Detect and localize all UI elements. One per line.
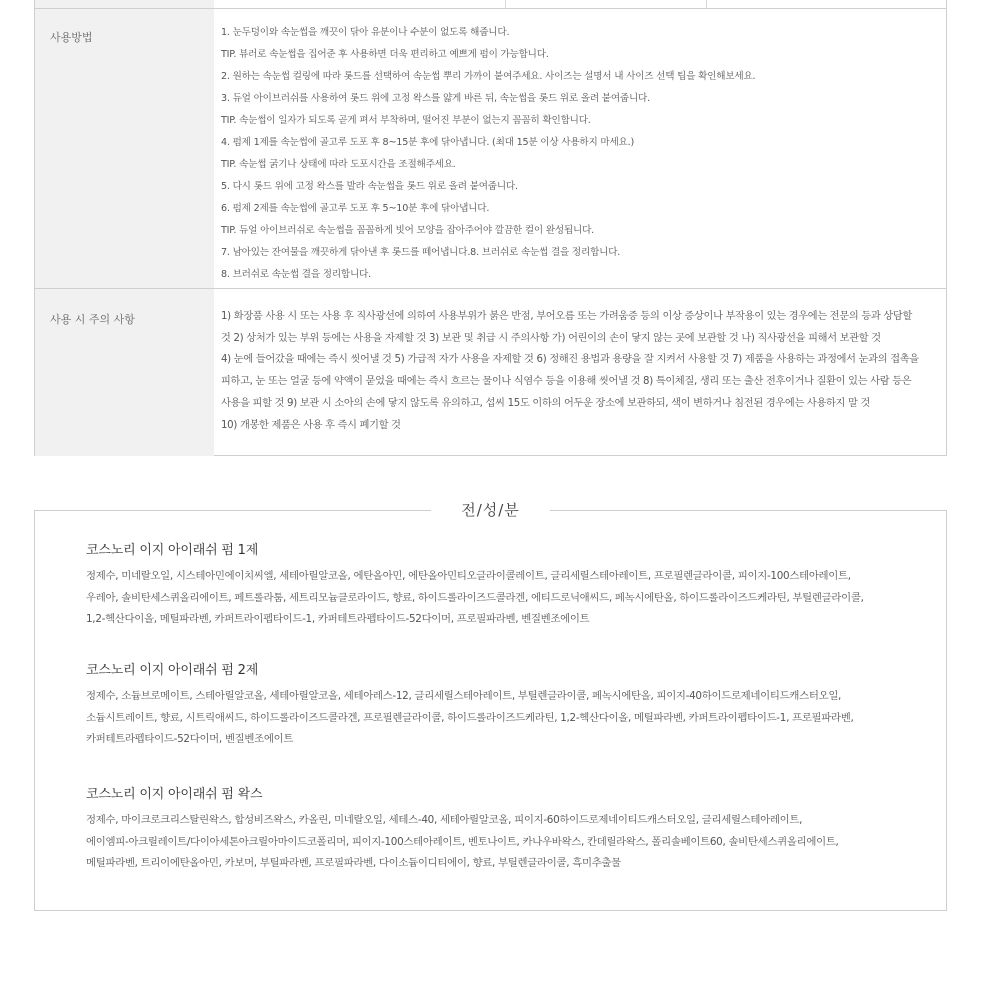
ingredient-line: 에이엠피-아크릴레이트/다이아세톤아크릴아마이드코폴리머, 피이지-100스테아레이트, 벤토나이트, 카나우바왁스, 칸데릴라왁스, 폴리솔베이트60, 솔비탄세스퀴올리에이트, xyxy=(86,835,839,848)
strip-label-cell xyxy=(35,0,214,8)
usage-line: 5. 다시 롯드 위에 고정 왁스를 발라 속눈썹을 롯드 위로 올려 붙여줍니다. xyxy=(221,181,518,192)
usage-line: 3. 듀얼 아이브러쉬를 사용하여 롯드 위에 고정 왁스를 얇게 바른 뒤, 속눈썹을 롯드 위로 올려 붙여줍니다. xyxy=(221,93,650,104)
caution-line: 사용을 피할 것 9) 보관 시 소아의 손에 닿지 않도록 유의하고, 섭씨 15도 이하의 어두운 장소에 보관하되, 색이 변하거나 침전된 경우에는 사용하지 말 것 xyxy=(221,397,871,409)
ingredient-list xyxy=(86,566,938,631)
ingredient-line: 메틸파라벤, 트리이에탄올아민, 카보머, 부틸파라벤, 프로필파라벤, 다이소듐이디티에이, 향료, 부틸렌글라이콜, 흑미추출물 xyxy=(86,857,621,869)
product-ingredients xyxy=(86,784,938,875)
caution-line: 피하고, 눈 또는 얼굴 등에 약액이 묻었을 때에는 즉시 흐르는 물이나 식염수 등을 이용해 씻어낼 것 8) 특이체질, 생리 또는 출산 전후이거나 질환이 있는 사람 등은 xyxy=(221,376,912,388)
ingredients-box xyxy=(34,510,947,911)
usage-content xyxy=(221,22,938,286)
ingredient-line: 우레아, 솔비탄세스퀴올리에이트, 페트롤라툼, 세트리모늄클로라이드, 향료, 하이드롤라이즈드콜라겐, 에티드로닉애씨드, 페녹시에탄올, 하이드롤라이즈드케라틴, 부틸렌글라이콜, xyxy=(86,591,864,604)
ingredients-title: 전/성/분 xyxy=(431,498,550,522)
caution-line: 10) 개봉한 제품은 사용 후 즉시 폐기할 것 xyxy=(221,419,401,431)
usage-line: 1. 눈두덩이와 속눈썹을 깨끗이 닦아 유분이나 수분이 없도록 해줍니다. xyxy=(221,27,510,38)
usage-line: 8. 브러쉬로 속눈썹 결을 정리합니다. xyxy=(221,269,371,280)
product-ingredients xyxy=(86,660,938,751)
caution-label: 사용 시 주의 사항 xyxy=(50,313,135,326)
product-name: 코스노리 이지 아이래쉬 펌 1제 xyxy=(86,543,259,558)
caution-label-cell xyxy=(35,289,214,456)
caution-content xyxy=(221,306,938,436)
ingredient-line: 카퍼테트라펩타이드-52다이머, 벤질벤조에이트 xyxy=(86,733,294,745)
ingredient-list xyxy=(86,686,938,751)
product-name: 코스노리 이지 아이래쉬 펌 2제 xyxy=(86,663,259,678)
usage-line: 7. 남아있는 잔여물을 깨끗하게 닦아낸 후 롯드를 떼어냅니다.8. 브러쉬로 속눈썹 결을 정리합니다. xyxy=(221,247,621,258)
caution-line: 4) 눈에 들어갔을 때에는 즉시 씻어낼 것 5) 가급적 자가 사용을 자제할 것 6) 정해진 용법과 용량을 잘 지켜서 사용할 것 7) 제품을 사용하는 과정에서 눈과의 접촉을 xyxy=(221,354,919,366)
ingredient-line: 정제수, 마이크로크리스탈린왁스, 합성비즈왁스, 카올린, 미네랄오일, 세테스-40, 세테아릴알코올, 피이지-60하이드로제네이티드캐스터오일, 글리세릴스테아레이트, xyxy=(86,814,803,826)
ingredient-line: 정제수, 소듐브로메이트, 스테아릴알코올, 세테아릴알코올, 세테아레스-12, 글리세릴스테아레이트, 부틸렌글라이콜, 페녹시에탄올, 피이지-40하이드로제네이티드캐스터오일, xyxy=(86,690,842,702)
product-ingredients xyxy=(86,540,938,631)
caution-line: 1) 화장품 사용 시 또는 사용 후 직사광선에 의하여 사용부위가 붉은 반점, 부어오름 또는 가려움증 등의 이상 증상이나 부작용이 있는 경우에는 전문의 등과 상담할 xyxy=(221,311,913,322)
usage-line: TIP. 듀얼 아이브러쉬로 속눈썹을 꼼꼼하게 빗어 모양을 잡아주어야 깔끔한 컬이 완성됩니다. xyxy=(221,225,595,236)
product-name: 코스노리 이지 아이래쉬 펌 왁스 xyxy=(86,787,263,802)
table-top-strip xyxy=(35,0,946,8)
usage-line: 4. 펌제 1제를 속눈썹에 골고루 도포 후 8~15분 후에 닦아냅니다. (최대 15분 이상 사용하지 마세요.) xyxy=(221,137,634,148)
ingredient-list xyxy=(86,810,938,875)
usage-label-cell xyxy=(35,9,214,288)
caution-row xyxy=(35,288,946,456)
ingredient-line: 1,2-헥산다이올, 메틸파라벤, 카퍼트라이펩타이드-1, 카퍼테트라펩타이드-52다이머, 프로필파라벤, 벤질벤조에이트 xyxy=(86,613,590,625)
strip-tab-edge xyxy=(505,0,707,8)
ingredient-line: 소듐시트레이트, 향료, 시트릭애씨드, 하이드롤라이즈드콜라겐, 프로필렌글라이콜, 하이드롤라이즈드케라틴, 1,2-헥산다이올, 메틸파라벤, 카퍼트라이펩타이드-1, 프로필파라벤, xyxy=(86,711,854,724)
usage-label: 사용방법 xyxy=(50,31,93,44)
usage-line: TIP. 속눈썹이 일자가 되도록 곧게 펴서 부착하며, 떨어진 부분이 없는지 꼼꼼히 확인합니다. xyxy=(221,115,591,126)
ingredients-title-wrap xyxy=(34,498,947,522)
product-info-table xyxy=(34,0,947,456)
caution-line: 것 2) 상처가 있는 부위 등에는 사용을 자제할 것 3) 보관 및 취급 시 주의사항 가) 어린이의 손이 닿지 않는 곳에 보관할 것 나) 직사광선을 피해서 보관할 것 xyxy=(221,332,881,344)
usage-row xyxy=(35,8,946,288)
usage-line: TIP. 속눈썹 굵기나 상태에 따라 도포시간을 조절해주세요. xyxy=(221,159,456,170)
ingredient-line: 정제수, 미네랄오일, 시스테아민에이치씨엘, 세테아릴알코올, 에탄올아민, 에탄올아민티오글라이콜레이트, 글리세릴스테아레이트, 프로필렌글라이콜, 피이지-100스테아레이트, xyxy=(86,570,851,582)
usage-line: 6. 펌제 2제를 속눈썹에 골고루 도포 후 5~10분 후에 닦아냅니다. xyxy=(221,203,490,214)
usage-line: 2. 원하는 속눈썹 컬링에 따라 롯드를 선택하여 속눈썹 뿌리 가까이 붙여주세요. 사이즈는 설명서 내 사이즈 선택 팁을 확인해보세요. xyxy=(221,71,756,82)
usage-line: TIP. 뷰러로 속눈썹을 집어준 후 사용하면 더욱 편리하고 예쁘게 펌이 가능합니다. xyxy=(221,49,549,60)
